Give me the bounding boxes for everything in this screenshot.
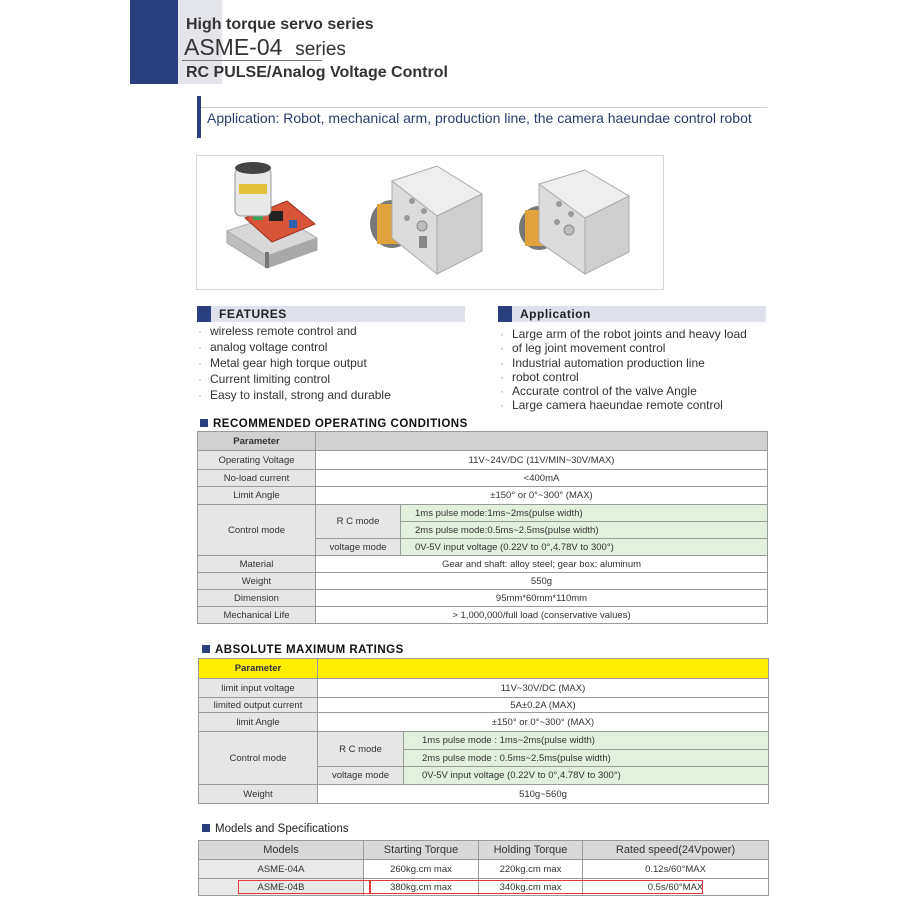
features-list [198, 323, 391, 403]
servo-with-driver-board [227, 162, 317, 268]
table-header-row: Models Starting Torque Holding Torque Rated speed(24Vpower) [199, 841, 769, 860]
table-header-row [199, 659, 769, 679]
table-row: ASME-04B 380kg.cm max 340kg.cm max 0.5s/60°MAX [199, 879, 769, 896]
table-row: Material Gear and shaft: alloy steel; gear box: aluminum [198, 556, 768, 573]
features-item: · Current limiting control [198, 371, 391, 387]
table-row: Weight 550g [198, 573, 768, 590]
table-row: Mechanical Life > 1,000,000/full load (conservative values) [198, 607, 768, 624]
table-row: Weight 510g~560g [199, 785, 769, 804]
absolute-table [198, 658, 769, 804]
product-photo-frame [196, 155, 664, 290]
product-photos [197, 156, 663, 289]
absolute-title: ABSOLUTE MAXIMUM RATINGS [202, 644, 404, 656]
table-row: No-load current <400mA [198, 470, 768, 487]
application-header: Application [498, 306, 766, 322]
control-subtitle: RC PULSE/Analog Voltage Control [186, 64, 448, 81]
models-title-marker [202, 824, 210, 832]
application-divider [201, 107, 767, 108]
table-row: limited output current 5A±0.2A (MAX) [199, 698, 769, 713]
series-label: High torque servo series [186, 16, 374, 33]
parameter-header: Parameter [198, 432, 316, 451]
application-item: · Accurate control of the valve Angle [500, 384, 747, 398]
table-header-row [198, 432, 768, 451]
table-row: Operating Voltage 11V~24V/DC (11V/MIN~30V/MAX) [198, 451, 768, 470]
table-row: 2ms pulse mode:0.5ms~2.5ms(pulse width) [198, 522, 768, 539]
table-row: Control mode R C mode 1ms pulse mode : 1ms~2ms(pulse width) [199, 732, 769, 750]
servo-gearbox-front [370, 166, 482, 274]
table-row: Dimension 95mm*60mm*110mm [198, 590, 768, 607]
application-item: · robot control [500, 370, 747, 384]
application-item: · of leg joint movement control [500, 341, 747, 355]
table-row: limit input voltage 11V~30V/DC (MAX) [199, 679, 769, 698]
table-row: voltage mode 0V-5V input voltage (0.22V to 0°,4.78V to 300°) [198, 539, 768, 556]
table-row: voltage mode 0V-5V input voltage (0.22V to 0°,4.78V to 300°) [199, 767, 769, 785]
application-banner: Application: Robot, mechanical arm, production line, the camera haeundae control robot [207, 110, 752, 126]
recommended-table [197, 431, 768, 624]
application-item: · Large camera haeundae remote control [500, 398, 747, 412]
features-item: · Metal gear high torque output [198, 355, 391, 371]
features-header: FEATURES [197, 306, 465, 322]
features-item: · analog voltage control [198, 339, 391, 355]
application-item: · Large arm of the robot joints and heavy load [500, 327, 747, 341]
application-list [500, 327, 747, 413]
parameter-header: Parameter [199, 659, 318, 679]
features-item: · wireless remote control and [198, 323, 391, 339]
highlight-box-model [238, 880, 370, 894]
recommended-title: RECOMMENDED OPERATING CONDITIONS [200, 418, 468, 430]
servo-gearbox-angled [519, 170, 629, 274]
highlight-box-specs [370, 880, 703, 894]
table-row: ASME-04A 260kg.cm max 220kg.cm max 0.12s/60°MAX [199, 860, 769, 879]
table-row: limit Angle ±150° or 0°~300° (MAX) [199, 713, 769, 732]
features-item: · Easy to install, strong and durable [198, 387, 391, 403]
absolute-title-marker [202, 645, 210, 653]
table-row: Control mode R C mode 1ms pulse mode:1ms~2ms(pulse width) [198, 505, 768, 522]
application-item: · Industrial automation production line [500, 356, 747, 370]
application-accent-bar [197, 96, 201, 138]
table-row: Limit Angle ±150° or 0°~300° (MAX) [198, 487, 768, 505]
recommended-title-marker [200, 419, 208, 427]
model-series-title: ASME-04 series [184, 34, 346, 60]
models-title: Models and Specifications [202, 823, 349, 835]
header-accent-bar [130, 0, 178, 84]
application-header-marker [498, 306, 512, 322]
features-header-marker [197, 306, 211, 322]
table-row: 2ms pulse mode : 0.5ms~2.5ms(pulse width) [199, 750, 769, 767]
